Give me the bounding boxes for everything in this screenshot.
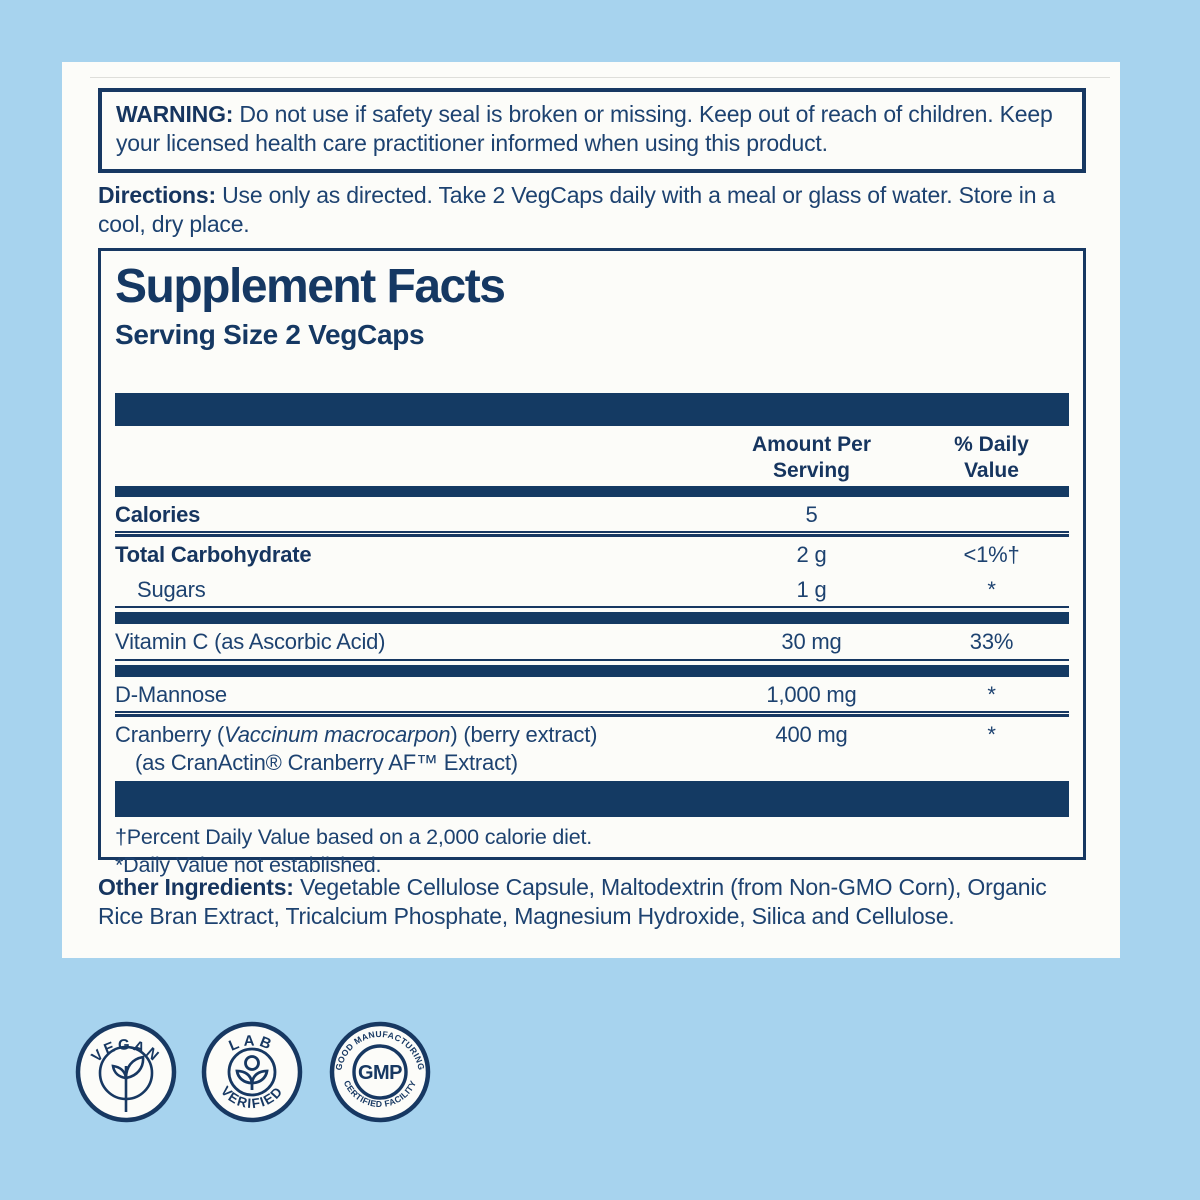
table-divider-bar [115, 486, 1069, 497]
footnote-not-established: *Daily Value not established. [115, 853, 382, 878]
cranberry-subname: (as CranActin® Cranberry AF™ Extract) [135, 749, 518, 775]
other-ingredients [98, 873, 1093, 932]
serving-size: Serving Size 2 VegCaps [115, 319, 425, 351]
table-row-total-carbohydrate: Total Carbohydrate 2 g <1%† [115, 542, 1020, 568]
directions-text: Use only as directed. Take 2 VegCaps daily with a meal or glass of water. Store in a cool, dry place. [98, 182, 1056, 238]
footnote-daily-value: †Percent Daily Value based on a 2,000 calorie diet. [115, 825, 593, 850]
supplement-facts-box [98, 248, 1086, 878]
other-ingredients-label: Other Ingredients: [98, 874, 294, 900]
table-divider-bar [115, 665, 1069, 677]
lab-badge-bottom-label: VERIFIED [217, 1083, 287, 1112]
table-row-vitamin-c: Vitamin C (as Ascorbic Acid) 30 mg 33% [115, 629, 1014, 655]
vegan-badge-icon [74, 1020, 178, 1124]
lab-verified-badge-icon [200, 1020, 304, 1124]
lab-verified-badge [200, 1020, 304, 1124]
table-divider [115, 659, 1069, 677]
warning-text: Do not use if safety seal is broken or missing. Keep out of reach of children. Keep your licensed health care practitioner informed when using this product. [116, 101, 1053, 157]
table-header-row [115, 426, 1069, 485]
table-row-d-mannose: D-Mannose 1,000 mg * [115, 681, 996, 707]
gmp-badge-center-label: GMP [357, 1062, 403, 1084]
table-divider-bar [115, 612, 1069, 624]
percent-daily-value-header: % Daily Value [954, 433, 1029, 482]
table-divider-bar [115, 781, 1069, 817]
gmp-badge-bottom-label: CERTIFIED FACILITY [341, 1078, 419, 1110]
directions-label: Directions: [98, 182, 216, 208]
vegan-badge-label: VEGAN [88, 1036, 164, 1066]
warning-label: WARNING: [116, 101, 234, 127]
supplement-facts-title: Supplement Facts [115, 260, 505, 313]
cranberry-name: Cranberry (Vaccinum macrocarpon) (berry extract) [115, 722, 598, 748]
label-panel [62, 62, 1120, 958]
footnotes [115, 824, 1069, 880]
other-ingredients-text: Vegetable Cellulose Capsule, Maltodextrin (from Non-GMO Corn), Organic Rice Bran Extract, Tricalcium Phosphate, Magnesium Hydroxide, Silica and Cellulose. [98, 874, 1047, 930]
gmp-badge-top-label: GOOD MANUFACTURING [333, 1028, 427, 1072]
gmp-badge-icon [328, 1020, 432, 1124]
directions [98, 181, 1090, 240]
table-row-cranberry: Cranberry (Vaccinum macrocarpon) (berry extract) (as CranActin® Cranberry AF™ Extract) 400 mg * [115, 722, 996, 775]
table-divider-bar [115, 393, 1069, 426]
amount-per-serving-header: Amount Per Serving [751, 433, 871, 482]
lab-badge-top-label: LAB [226, 1032, 278, 1055]
vegan-badge [74, 1020, 178, 1124]
warning-box [98, 88, 1086, 173]
gmp-badge [328, 1020, 432, 1124]
table-divider [115, 606, 1069, 624]
table-row-sugars: Sugars 1 g * [137, 576, 996, 602]
table-row-calories: Calories 5 [115, 501, 818, 527]
